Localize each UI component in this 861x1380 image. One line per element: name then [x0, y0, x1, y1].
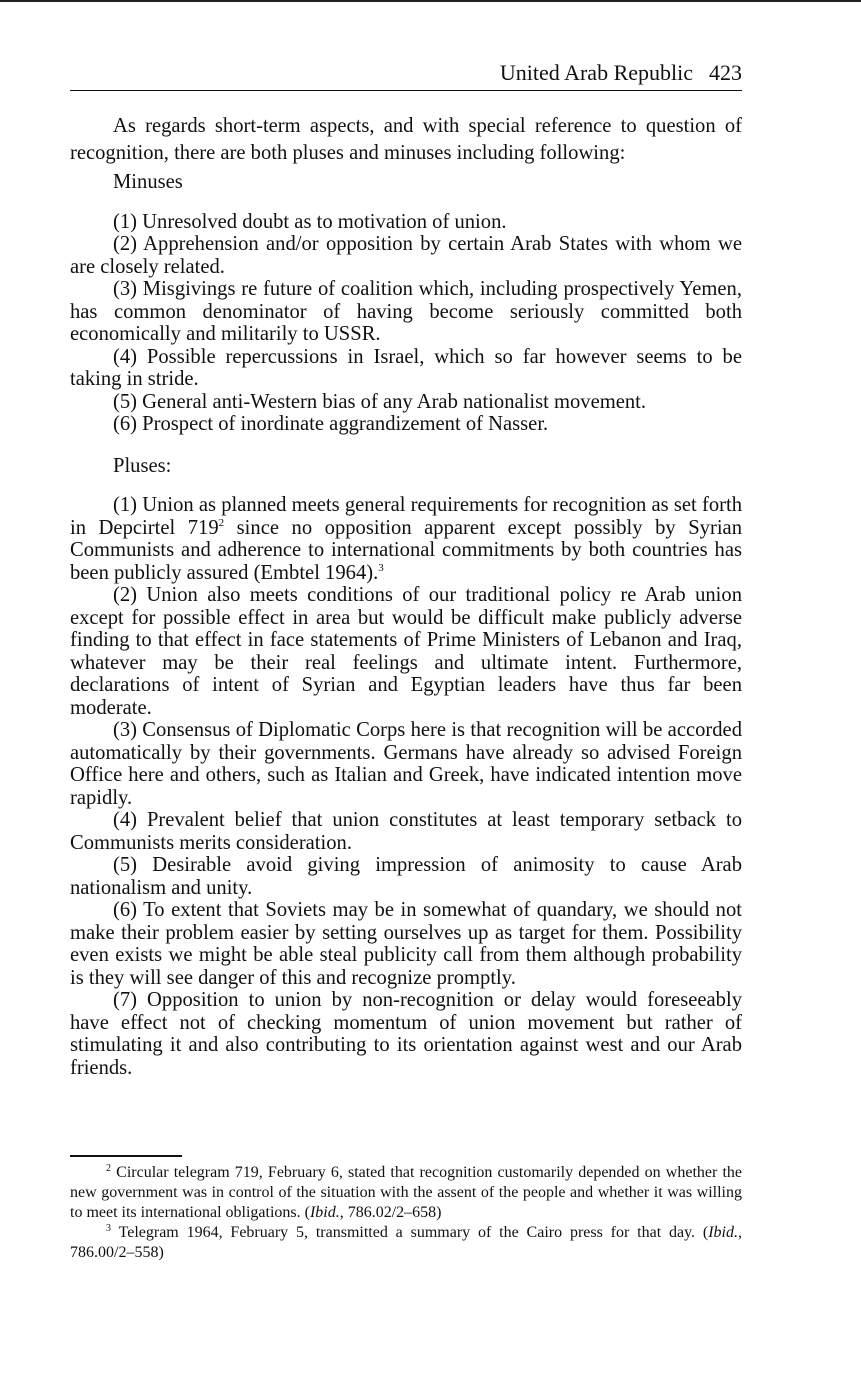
footnote-2-mark: 2 [106, 1163, 111, 1174]
footnote-2-text: Circular telegram 719, February 6, stated that recognition customarily depended on whether the new government was in control of the situation with the assent of the people and whether it was willing to meet its international obligations. ( [70, 1164, 743, 1221]
footnote-2-ref: , 786.02/2–658) [339, 1204, 442, 1221]
footnotes [70, 1163, 742, 1263]
minus-item: (6) Prospect of inordinate aggrandizement of Nasser. [113, 413, 549, 435]
pluses-heading: Pluses: [113, 454, 172, 477]
footnote-ref-3: 3 [378, 561, 384, 574]
plus-item: (5) Desirable avoid giving impression of animosity to cause Arab nationalism and unity. [70, 854, 742, 899]
minus-item: (2) Apprehension and/or opposition by certain Arab States with whom we are closely related. [70, 233, 742, 278]
document-body [70, 113, 742, 1079]
running-header-title: United Arab Republic [499, 60, 693, 85]
footnote-3-ibid: Ibid. [708, 1224, 738, 1241]
plus-item-1-text: (1) Union as planned meets general requirements for recognition as set forth in Depcirtel 719 [70, 494, 742, 539]
plus-item [70, 494, 742, 584]
page-top-edge [0, 0, 861, 2]
plus-item: (7) Opposition to union by non-recognition or delay would foreseeably have effect not of checking momentum of union movement but rather of stimulating it and also contributing to its orientation against west and our Arab friends. [70, 989, 742, 1079]
plus-item: (4) Prevalent belief that union constitutes at least temporary setback to Communists merits consideration. [70, 809, 742, 854]
page-number: 423 [709, 60, 742, 85]
footnote-3-ref: , 786.00/2–558) [70, 1224, 742, 1261]
plus-item: (2) Union also meets conditions of our traditional policy re Arab union except for possible effect in area but would be difficult make publicly adverse finding to that effect in face statements of Prime Ministers of Lebanon and Iraq, whatever may be their real feelings and ultimate intent. Furthermore, declarations of intent of Syrian and Egyptian leaders have thus far been moderate. [70, 584, 742, 719]
minus-item: (4) Possible repercussions in Israel, which so far however seems to be taking in stride. [70, 345, 742, 390]
footnote-3-text: Telegram 1964, February 5, transmitted a summary of the Cairo press for that day. ( [118, 1224, 709, 1241]
minus-item: (1) Unresolved doubt as to motivation of union. [113, 210, 507, 233]
footnote-3-mark: 3 [106, 1223, 111, 1234]
minuses-heading: Minuses [113, 171, 183, 193]
minus-item: (5) General anti-Western bias of any Arab nationalist movement. [113, 390, 647, 413]
footnote-2 [70, 1163, 742, 1223]
running-header [70, 58, 742, 91]
footnote-3 [70, 1223, 742, 1263]
minus-item: (3) Misgivings re future of coalition which, including prospectively Yemen, has common denominator of having become seriously committed both economically and militarily to USSR. [70, 278, 742, 345]
footnote-2-ibid: Ibid. [309, 1204, 340, 1221]
footnote-divider [70, 1155, 182, 1157]
plus-item: (6) To extent that Soviets may be in somewhat of quandary, we should not make their problem easier by setting ourselves up as target for them. Possibility even exists we might be able steal publicity call from them although probability is they will see danger of this and recognize promptly. [70, 899, 742, 989]
intro-paragraph: As regards short-term aspects, and with special reference to question of recognition, there are both pluses and minuses including following: [70, 115, 742, 164]
plus-item-1-text-cont: since no opposition apparent except possibly by Syrian Communists and adherence to international commitments by both countries has been publicly assured (Embtel 1964). [70, 516, 742, 584]
footnote-ref-2: 2 [218, 516, 225, 529]
plus-item: (3) Consensus of Diplomatic Corps here is that recognition will be accorded automatically by their governments. Germans have already so advised Foreign Office here and others, such as Italian and Greek, have indicated intention move rapidly. [70, 719, 742, 809]
